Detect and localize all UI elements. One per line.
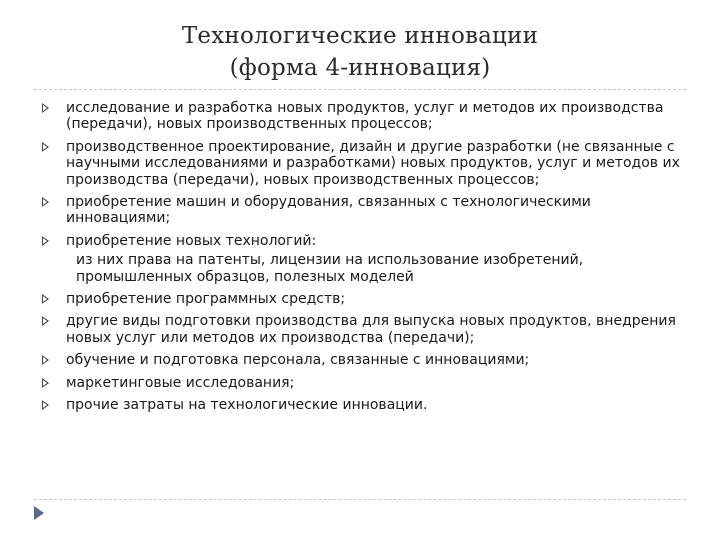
list-item (40, 313, 690, 346)
triangle-bullet-icon (42, 294, 49, 304)
list-item-text: из них права на патенты, лицензии на использование изобретений, промышленных образцов, полезных моделей (76, 252, 584, 285)
list-item-text: приобретение новых технологий: (66, 232, 317, 249)
list-item (40, 291, 690, 307)
bullet-list (40, 100, 690, 420)
triangle-bullet-icon (42, 197, 49, 207)
sub-list-item (40, 252, 690, 285)
corner-arrow-icon (34, 506, 44, 520)
list-item (40, 194, 690, 227)
triangle-bullet-icon (42, 378, 49, 388)
list-item (40, 352, 690, 368)
list-item (40, 139, 690, 188)
bottom-divider (34, 499, 686, 500)
list-item (40, 233, 690, 249)
triangle-bullet-icon (42, 236, 49, 246)
list-item-text: производственное проектирование, дизайн и другие разработки (не связанные с научными исследованиями и разработками) новых продуктов, услуг и методов их производства (передачи), новых производственных процессов; (66, 138, 680, 188)
page-title (160, 20, 560, 84)
list-item-text: приобретение машин и оборудования, связанных с технологическими инновациями; (66, 194, 591, 227)
triangle-bullet-icon (42, 355, 49, 365)
list-item-text: обучение и подготовка персонала, связанные с инновациями; (66, 352, 530, 369)
title-line-1: Технологические инновации (181, 23, 539, 49)
top-divider (34, 89, 686, 90)
list-item-text: прочие затраты на технологические инновации. (66, 397, 428, 414)
list-item (40, 100, 690, 133)
triangle-bullet-icon (42, 103, 49, 113)
triangle-bullet-icon (42, 142, 49, 152)
list-item (40, 397, 690, 413)
list-item-text: приобретение программных средств; (66, 291, 346, 308)
triangle-bullet-icon (42, 316, 49, 326)
list-item-text: исследование и разработка новых продуктов, услуг и методов их производства (передачи), новых производственных процессов; (66, 100, 664, 133)
list-item-text: маркетинговые исследования; (66, 374, 295, 391)
triangle-bullet-icon (42, 400, 49, 410)
list-item (40, 375, 690, 391)
list-item-text: другие виды подготовки производства для выпуска новых продуктов, внедрения новых услуг или методов их производства (передачи); (66, 313, 676, 346)
title-line-2: (форма 4-инновация) (229, 55, 491, 81)
